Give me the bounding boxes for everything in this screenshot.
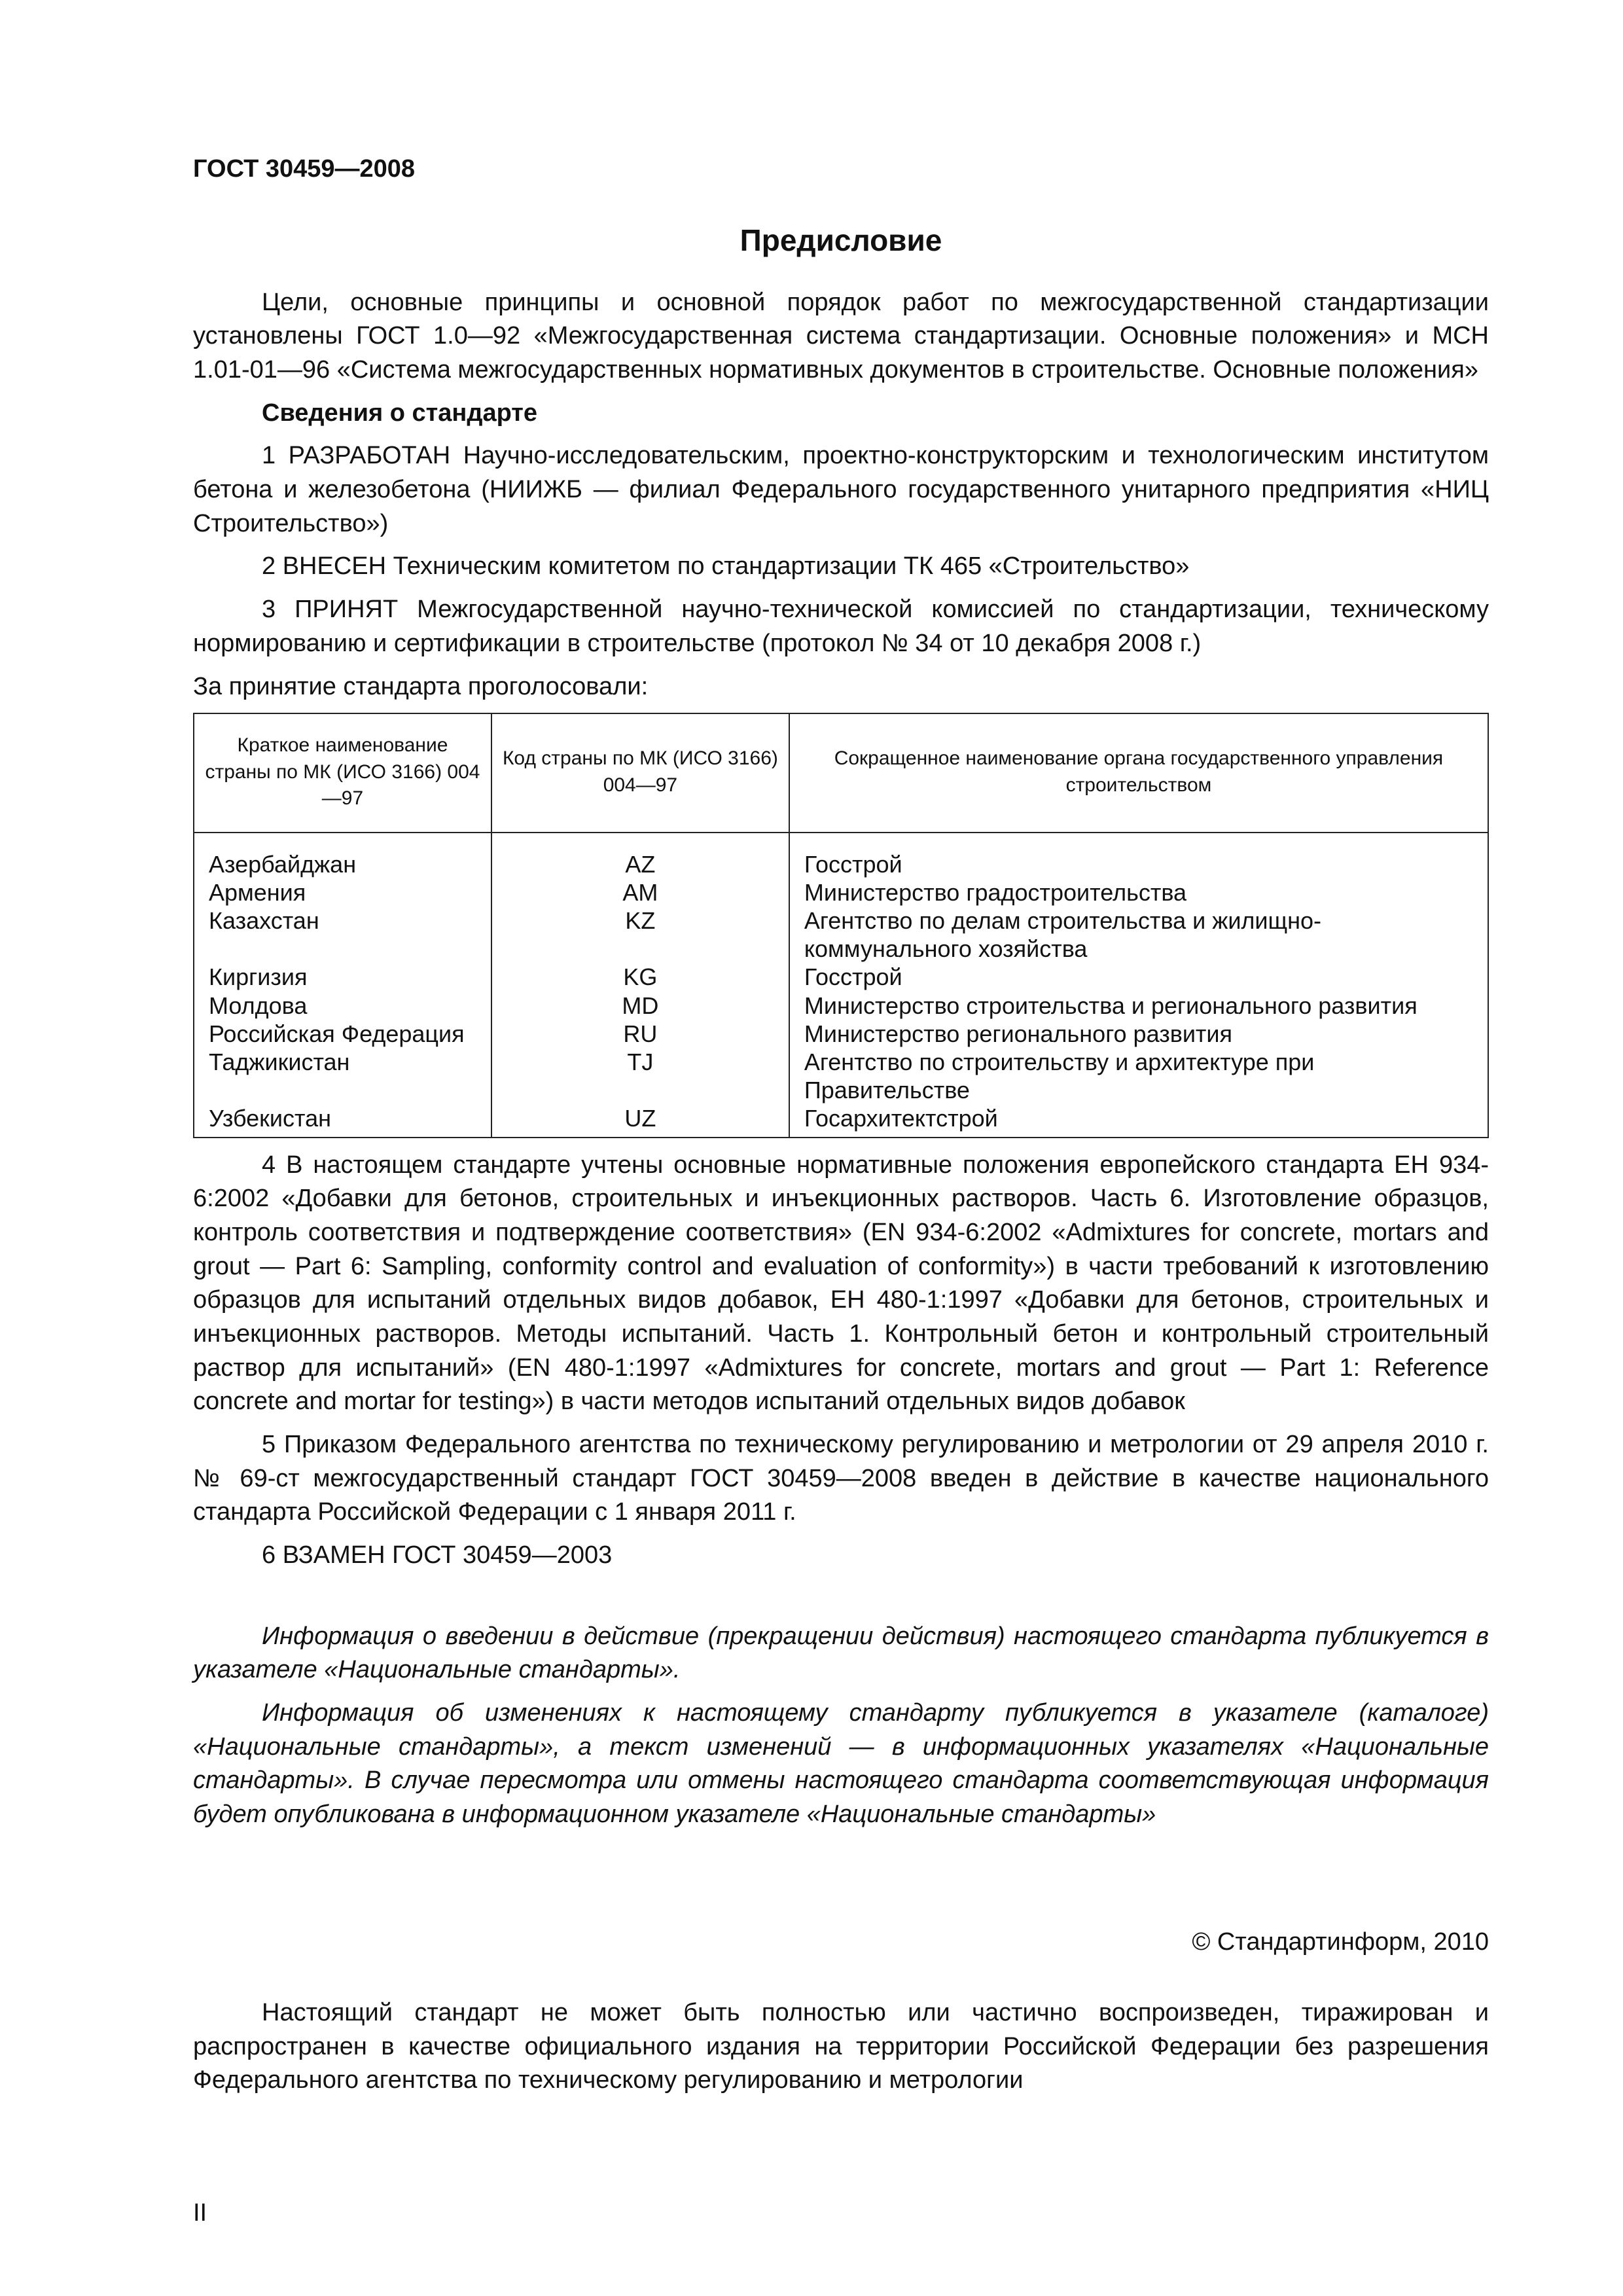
table-row (194, 1020, 1488, 1048)
page-title: Предисловие (740, 223, 942, 257)
cell-organ: Министерство регионального развития (789, 1020, 1488, 1048)
item-5: 5 Приказом Федерального агентства по техническому регулированию и метрологии от 29 апреля 2010 г. № 69-ст межгосударственный стандарт ГОСТ 30459—2008 введен в действие в качестве национального стандарта Российской Федерации с 1 января 2011 г. (193, 1430, 1489, 1526)
table-row (194, 906, 1488, 963)
table-row (194, 1048, 1488, 1104)
table-row (194, 833, 1488, 878)
header-code: Код страны по МК (ИСО 3166) 004—97 (491, 713, 789, 833)
spacer (193, 1958, 1489, 1996)
cell-code: KG (491, 963, 789, 991)
copyright-line: © Стандартинформ, 2010 (1192, 1928, 1489, 1956)
cell-code: AZ (491, 833, 789, 878)
cell-country: Азербайджан (194, 833, 491, 878)
item-4: 4 В настоящем стандарте учтены основные нормативные положения европейского стандарта ЕН 934-6:2002 «Добавки для бетонов, строительных и инъекционных растворов. Часть 6. Изготовление образцов, контроль соответствия и подтверждение соответствия» (EN 934-6:2002 «Admixtures for concrete, mortars and grout — Part 6: Sampling, conformity control and evaluation of conformity») в части требований к изготовлению образцов для испытаний отдельных видов добавок, ЕН 480-1:1997 «Добавки для бетонов, строительных и инъекционных растворов. Методы испытаний. Часть 1. Контрольный бетон и контрольный строительный раствор для испытаний» (EN 480-1:1997 «Admixtures for concrete, mortars and grout — Part 1: Reference concrete and mortar for testing») в части методов испытаний отдельных видов добавок (193, 1151, 1489, 1416)
info-paragraph-1: Информация о введении в действие (прекращении действия) настоящего стандарта публикуется в указателе «Национальные стандарты». (193, 1622, 1489, 1684)
cell-organ: Агентство по строительству и архитектуре при Правительстве (789, 1048, 1488, 1104)
cell-code: AM (491, 878, 789, 906)
cell-code: TJ (491, 1048, 789, 1104)
table-row (194, 963, 1488, 991)
cell-country: Армения (194, 878, 491, 906)
cell-organ: Госстрой (789, 963, 1488, 991)
cell-code: UZ (491, 1104, 789, 1137)
voting-table (193, 713, 1489, 1138)
item-2: 2 ВНЕСЕН Техническим комитетом по стандартизации ТК 465 «Строительство» (262, 552, 1190, 581)
table-row (194, 1104, 1488, 1137)
info-paragraph-2: Информация об изменениях к настоящему стандарту публикуется в указателе (каталоге) «Национальные стандарты», а текст изменений — в информационных указателях «Национальные стандарты». В случае пересмотра или отмены настоящего стандарта соответствующая информация будет опубликована в информационном указателе «Национальные стандарты» (193, 1698, 1489, 1828)
cell-organ: Министерство градостроительства (789, 878, 1488, 906)
document-code: ГОСТ 30459—2008 (193, 155, 416, 183)
item-3: 3 ПРИНЯТ Межгосударственной научно-технической комиссией по стандартизации, техническому нормированию и сертификации в строительстве (протокол № 34 от 10 декабря 2008 г.) (193, 596, 1489, 657)
cell-country: Таджикистан (194, 1048, 491, 1104)
table-row (194, 878, 1488, 906)
cell-country: Молдова (194, 992, 491, 1020)
document-page (193, 154, 1489, 2107)
header-country: Краткое наименование страны по МК (ИСО 3166) 004—97 (194, 713, 491, 833)
cell-organ: Госархитектстрой (789, 1104, 1488, 1137)
vote-intro: За принятие стандарта проголосовали: (193, 672, 649, 700)
cell-organ: Госстрой (789, 833, 1488, 878)
table-header-row (194, 713, 1488, 833)
cell-country: Узбекистан (194, 1104, 491, 1137)
intro-paragraph: Цели, основные принципы и основной порядок работ по межгосударственной стандартизации установлены ГОСТ 1.0—92 «Межгосударственная система стандартизации. Основные положения» и МСН 1.01-01—96 «Система межгосударственных нормативных документов в строительстве. Основные положения» (193, 288, 1489, 384)
cell-country: Киргизия (194, 963, 491, 991)
cell-country: Российская Федерация (194, 1020, 491, 1048)
section-heading: Сведения о стандарте (262, 399, 538, 427)
cell-country: Казахстан (194, 906, 491, 963)
spacer (193, 1582, 1489, 1620)
cell-organ: Министерство строительства и регионального развития (789, 992, 1488, 1020)
cell-organ: Агентство по делам строительства и жилищно-коммунального хозяйства (789, 906, 1488, 963)
item-6: 6 ВЗАМЕН ГОСТ 30459—2003 (262, 1541, 613, 1569)
cell-code: KZ (491, 906, 789, 963)
reproduction-notice: Настоящий стандарт не может быть полностью или частично воспроизведен, тиражирован и распространен в качестве официального издания на территории Российской Федерации без разрешения Федерального агентства по техническому регулированию и метрологии (193, 1999, 1489, 2094)
table-row (194, 992, 1488, 1020)
item-1: 1 РАЗРАБОТАН Научно-исследовательским, проектно-конструкторским и технологическим институтом бетона и железобетона (НИИЖБ — филиал Федерального государственного унитарного предприятия «НИЦ Строительство») (193, 442, 1489, 537)
spacer (193, 1841, 1489, 1926)
page-number: II (193, 2199, 207, 2227)
header-organ: Сокращенное наименование органа государственного управления строительством (789, 713, 1488, 833)
cell-code: RU (491, 1020, 789, 1048)
cell-code: MD (491, 992, 789, 1020)
